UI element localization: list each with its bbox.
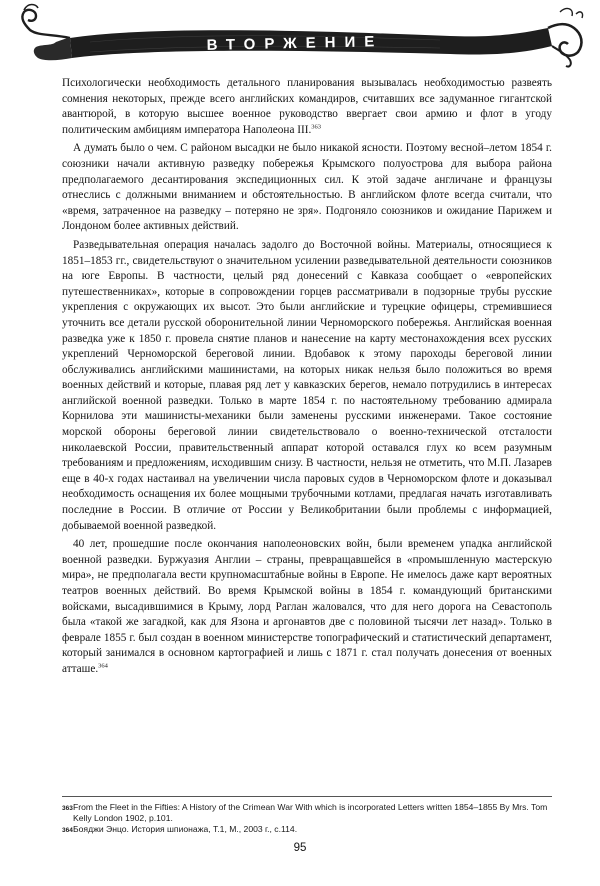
footnote-number: 363 [62,805,73,812]
paragraph [62,76,552,138]
footnote-text: Бояджи Энцо. История шпионажа, Т.1, М., 2003 г., с.114. [73,824,298,834]
footnotes [62,796,552,836]
chapter-banner [0,0,600,74]
paragraph [62,238,552,534]
footnote [62,824,552,836]
paragraph-text: А думать было о чем. С районом высадки не было никакой ясности. Поэтому весной–летом 1854 г. союзники начали активную разведку побережья Крымского полуострова для выбора района предполагаемого десантирования экспедиционных сил. К этой задаче англичане и французы отнеслись с должными вниманием и обстоятельностью. В английском флоте всегда считали, что «время, затраченное на разведку – потеряно не зря». Подгоняло союзников и ожидание Парижем и Лондоном более активных действий. [62,142,552,233]
footnote [62,802,552,824]
paragraph-text: Разведывательная операция началась задолго до Восточной войны. Материалы, относящиеся к 1851–1853 гг., свидетельствуют о значительном усилении разведывательной деятельности союзников на юге Европы. В частности, целый ряд донесений с Кавказа сообщает о «европейских путешественниках», которые в сопровождении горцев рассматривали в подзорные трубы русские укрепления с окружающих их высот. Это были английские и турецкие офицеры, стремившиеся уточнить все детали русской оборонительной линии Черноморского побережья. Английская военная разведка уже к 1850 г. провела снятие планов и нанесение на карту местонахождения всех русских укреплений Черноморской береговой линии. Вдобавок к этому пароходы береговой линии обслуживались английскими машинистами, на которых никак нельзя было положиться во время военных действий и которые, плавая ряд лет у кавказских берегов, немало потрудились в интересах английской военной разведки. Только в марте 1854 г. по настоятельному требованию адмирала Корнилова эти машинисты-механики были заменены русскими инженерами. Такое состояние морской обороны береговой линии свидетельствовало о военно-технической отсталости николаевской России, правительственный аппарат которой оставался глух ко всем разумным требованиям и предложениям, исходившим снизу. В частности, нельзя не отметить, что М.П. Лазарев еще в 40-х годах настаивал на увеличении числа паровых судов в Черноморском флоте и доказывал необходимость оснащения их более мощными трубочными котлами, предлагая начать изготавливать последние в России. В отличие от России у Великобритании были проблемы с информацией, добываемой военной разведкой. [62,238,552,532]
footnote-ref: 364 [98,662,108,670]
footnote-text: From the Fleet in the Fifties: A History of the Crimean War With which is incorporated Letters written 1854–1855 By Mrs. Tom Kelly London 1902, p.101. [73,802,548,823]
chapter-title: ВТОРЖЕНИЕ [206,33,384,54]
paragraph [62,141,552,235]
footnote-ref: 363 [311,123,322,131]
main-text [62,76,552,681]
paragraph-text: 40 лет, прошедшие после окончания наполеоновских войн, были временем упадка английской военной разведки. Буржуазия Англии – страны, превращавшейся в «промышленную мастерскую мира», не предполагала вести крупномасштабные войны в Европе. Не имелось даже карт вероятных театров военных действий. Во время Крымской войны в 1854 г. командующий британскими войсками, высадившимися в Крыму, лорд Раглан жаловался, что для него дорога на Севастополь была «такой же загадкой, как для Язона и аргонавтов две с половиной тысячи лет назад». Только в феврале 1855 г. был создан в военном министерстве топографический и статистический департамент, который занимался в основном картографией и лишь с 1871 г. стал получать донесения от военных атташе. [62,538,552,675]
paragraph-text: Психологически необходимость детального планирования вызывалась необходимостью развеять сомнения некоторых, прежде всего английских командиров, считавших все задуманное гигантской авантюрой, в которую высшее военное руководство ввергает свои армию и флот в угоду политическим амбициям императора Наполеона III. [62,77,552,136]
page-number: 95 [293,842,307,854]
paragraph [62,537,552,677]
footnote-number: 364 [62,827,73,834]
